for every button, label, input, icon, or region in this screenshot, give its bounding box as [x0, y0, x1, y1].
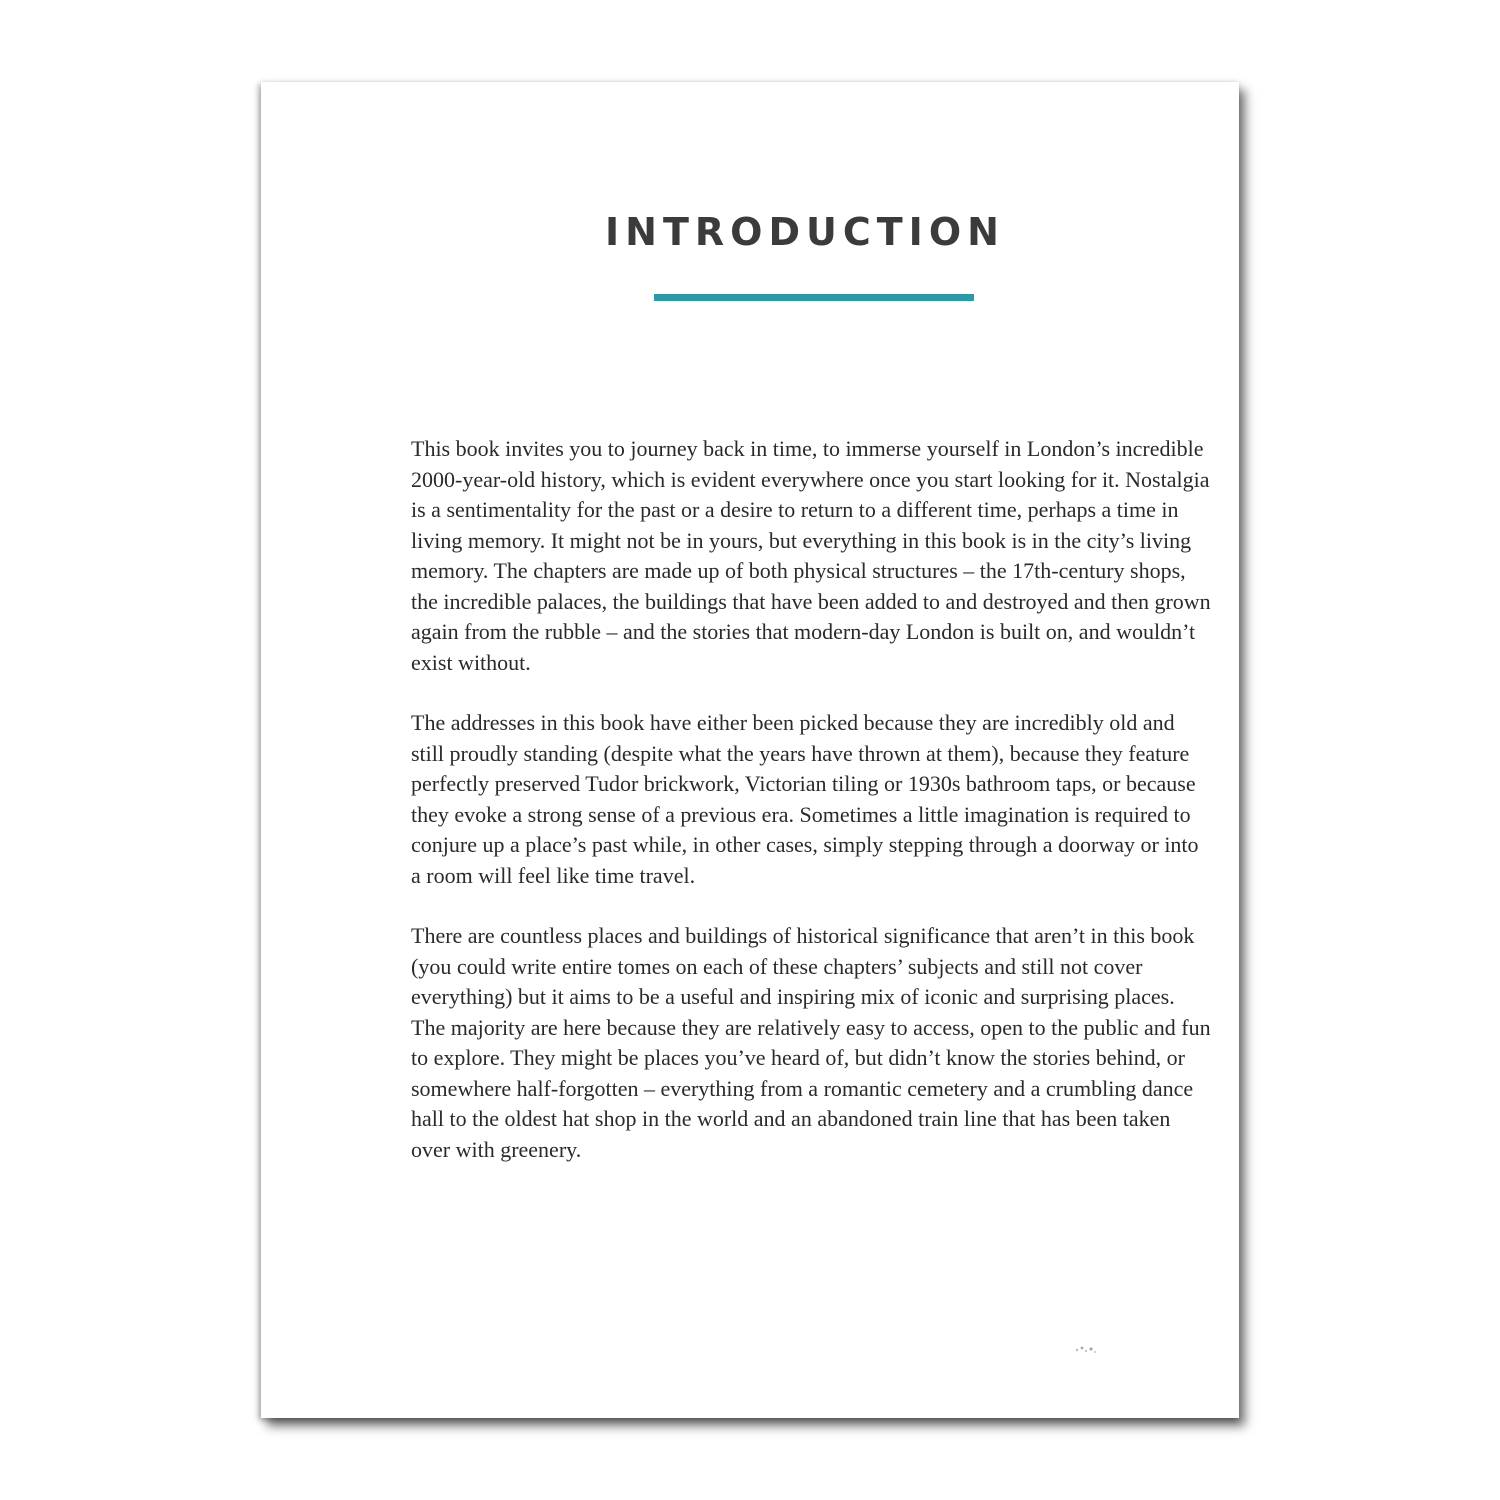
paragraph-3: There are countless places and buildings of historical significance that aren’t in this book (you could write entire tomes on each of these chapters’ subjects and still not cover everything) but it aims to be a useful and inspiring mix of iconic and surprising places. The majority are here because they are relatively easy to access, open to the public and fun to explore. They might be places you’ve heard of, but didn’t know the stories behind, or somewhere half-forgotten – everything from a romantic cemetery and a crumbling dance hall to the oldest hat shop in the world and an abandoned train line that has been taken over with greenery. — [411, 923, 1211, 1162]
print-smudge — [1074, 1344, 1100, 1356]
paragraph-1: This book invites you to journey back in time, to immerse yourself in London’s incredible 2000-year-old history, which is evident everywhere once you start looking for it. Nostalgia is a sentimentality for the past or a desire to return to a different time, perhaps a time in living memory. It might not be in yours, but everything in this book is in the city’s living memory. The chapters are made up of both physical structures – the 17th-century shops, the incredible palaces, the buildings that have been added to and destroyed and then grown again from the rubble – and the stories that modern-day London is built on, and wouldn’t exist without. — [411, 436, 1211, 675]
title-underline — [654, 294, 974, 301]
paragraph-2: The addresses in this book have either been picked because they are incredibly old and still proudly standing (despite what the years have thrown at them), because they feature perfectly preserved Tudor brickwork, Victorian tiling or 1930s bathroom taps, or because they evoke a strong sense of a previous era. Sometimes a little imagination is required to conjure up a place’s past while, in other cases, simply stepping through a doorway or into a room will feel like time travel. — [411, 710, 1199, 888]
page-title: INTRODUCTION — [605, 210, 1005, 254]
body-text — [411, 434, 1211, 1195]
book-page — [261, 82, 1239, 1418]
